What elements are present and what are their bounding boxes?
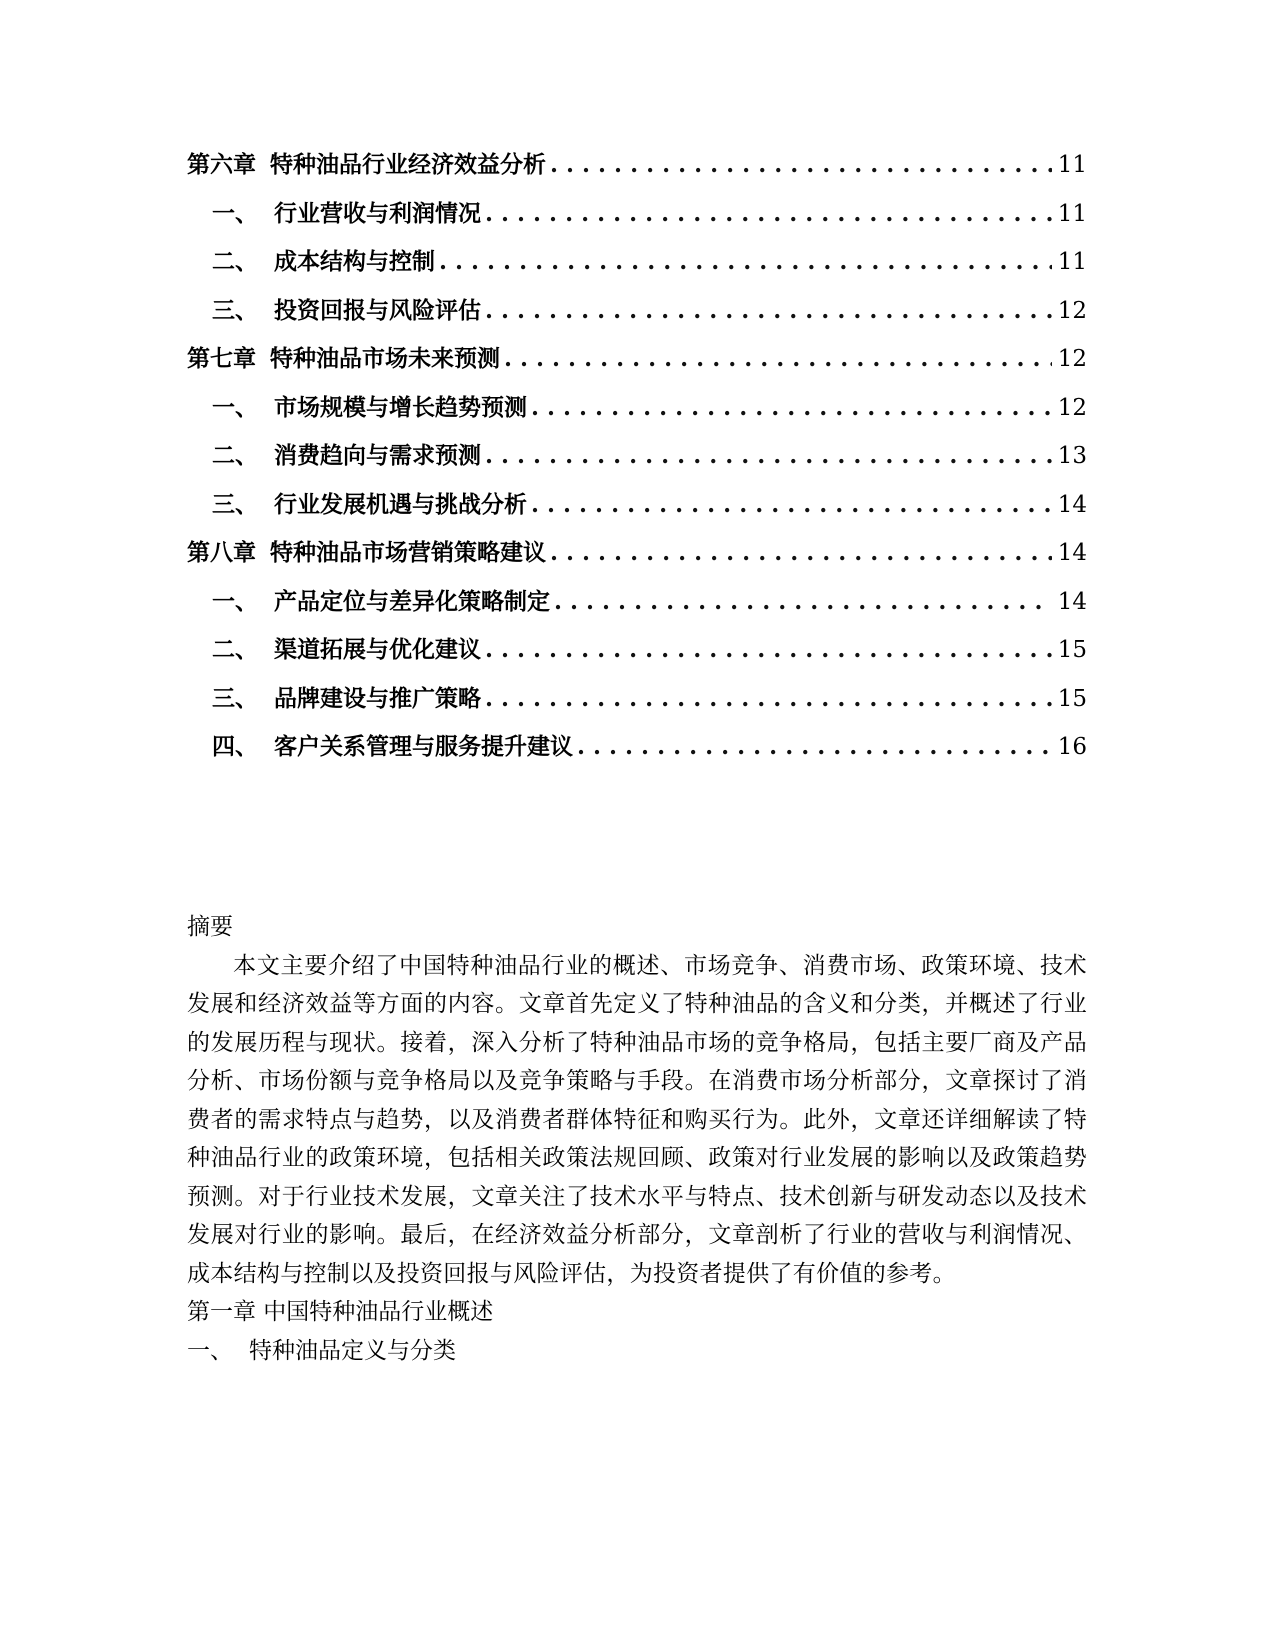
toc-entry[interactable] — [187, 486, 1087, 535]
section-heading — [187, 1332, 1087, 1371]
toc-entry-number: 第八章 — [187, 539, 256, 566]
toc-entry-page: 11 — [1057, 200, 1087, 227]
toc-entry-page: 15 — [1057, 637, 1087, 663]
toc-entry-page: 12 — [1057, 346, 1087, 372]
toc-entry-title: 行业发展机遇与挑战分析 — [274, 490, 527, 518]
toc-entry-page: 13 — [1057, 443, 1087, 469]
toc-dot-leader — [550, 539, 1052, 566]
toc-entry-number: 三、 — [212, 490, 258, 518]
toc-entry-number: 三、 — [212, 296, 258, 324]
toc-entry-title: 产品定位与差异化策略制定 — [274, 587, 550, 615]
toc-entry-title: 成本结构与控制 — [274, 248, 435, 275]
toc-entry-title: 渠道拓展与优化建议 — [274, 636, 481, 663]
toc-entry-page: 16 — [1057, 734, 1087, 760]
toc-entry-number: 三、 — [212, 684, 258, 712]
toc-entry-page: 12 — [1057, 394, 1087, 421]
toc-entry-number: 第六章 — [187, 151, 256, 178]
toc-dot-leader — [504, 345, 1052, 372]
toc-entry[interactable] — [187, 389, 1087, 438]
toc-entry-page: 14 — [1057, 588, 1087, 615]
toc-entry-title: 投资回报与风险评估 — [274, 296, 481, 324]
toc-dot-leader — [577, 733, 1052, 760]
toc-dot-leader — [485, 685, 1052, 712]
toc-dot-leader — [485, 442, 1052, 469]
toc-entry-page: 12 — [1057, 297, 1087, 324]
toc-entry-number: 二、 — [212, 442, 258, 469]
toc-entry-title: 消费趋向与需求预测 — [274, 442, 481, 469]
toc-entry[interactable] — [187, 340, 1087, 389]
toc-entry-number: 二、 — [212, 248, 258, 275]
toc-entry-page: 14 — [1057, 491, 1087, 518]
toc-dot-leader — [485, 297, 1052, 324]
toc-dot-leader — [554, 588, 1052, 615]
toc-entry-title: 市场规模与增长趋势预测 — [274, 393, 527, 421]
toc-entry-page: 11 — [1057, 152, 1087, 178]
toc-entry[interactable] — [187, 146, 1087, 195]
toc-entry-title: 品牌建设与推广策略 — [274, 684, 481, 712]
toc-entry-page: 14 — [1057, 540, 1087, 566]
toc-entry[interactable] — [187, 631, 1087, 680]
toc-dot-leader — [531, 394, 1052, 421]
toc-entry[interactable] — [187, 583, 1087, 632]
section-heading-title: 特种油品定义与分类 — [249, 1337, 456, 1364]
toc-entry-page: 11 — [1057, 249, 1087, 275]
table-of-contents — [187, 146, 1087, 777]
toc-entry-number: 一、 — [212, 587, 258, 615]
toc-entry[interactable] — [187, 728, 1087, 777]
toc-entry-number: 二、 — [212, 636, 258, 663]
toc-dot-leader — [531, 491, 1052, 518]
toc-dot-leader — [485, 636, 1052, 663]
toc-entry[interactable] — [187, 243, 1087, 292]
toc-dot-leader — [439, 248, 1052, 275]
toc-entry-page: 15 — [1057, 685, 1087, 712]
toc-entry-title: 特种油品市场未来预测 — [270, 345, 500, 372]
chapter-heading: 第一章 中国特种油品行业概述 — [187, 1299, 494, 1325]
toc-entry[interactable] — [187, 195, 1087, 244]
toc-entry[interactable] — [187, 437, 1087, 486]
toc-dot-leader — [485, 200, 1052, 227]
toc-entry-number: 四、 — [212, 733, 258, 760]
abstract-title: 摘要 — [187, 914, 233, 940]
toc-entry[interactable] — [187, 292, 1087, 341]
toc-entry-title: 行业营收与利润情况 — [274, 199, 481, 227]
toc-dot-leader — [550, 151, 1052, 178]
abstract-section — [187, 908, 1087, 1370]
toc-entry[interactable] — [187, 534, 1087, 583]
toc-entry-title: 特种油品行业经济效益分析 — [270, 151, 546, 178]
section-heading-number: 一、 — [187, 1337, 233, 1364]
toc-entry[interactable] — [187, 680, 1087, 729]
abstract-body: 本文主要介绍了中国特种油品行业的概述、市场竞争、消费市场、政策环境、技术发展和经济效益等方面的内容。文章首先定义了特种油品的含义和分类，并概述了行业的发展历程与现状。接着，深入分析了特种油品市场的竞争格局，包括主要厂商及产品分析、市场份额与竞争格局以及竞争策略与手段。在消费市场分析部分，文章探讨了消费者的需求特点与趋势，以及消费者群体特征和购买行为。此外，文章还详细解读了特种油品行业的政策环境，包括相关政策法规回顾、政策对行业发展的影响以及政策趋势预测。对于行业技术发展，文章关注了技术水平与特点、技术创新与研发动态以及技术发展对行业的影响。最后，在经济效益分析部分，文章剖析了行业的营收与利润情况、成本结构与控制以及投资回报与风险评估，为投资者提供了有价值的参考。 — [187, 952, 1087, 1287]
toc-entry-number: 一、 — [212, 199, 258, 227]
toc-entry-title: 特种油品市场营销策略建议 — [270, 539, 546, 566]
toc-entry-number: 第七章 — [187, 345, 256, 372]
toc-entry-title: 客户关系管理与服务提升建议 — [274, 733, 573, 760]
toc-entry-number: 一、 — [212, 393, 258, 421]
